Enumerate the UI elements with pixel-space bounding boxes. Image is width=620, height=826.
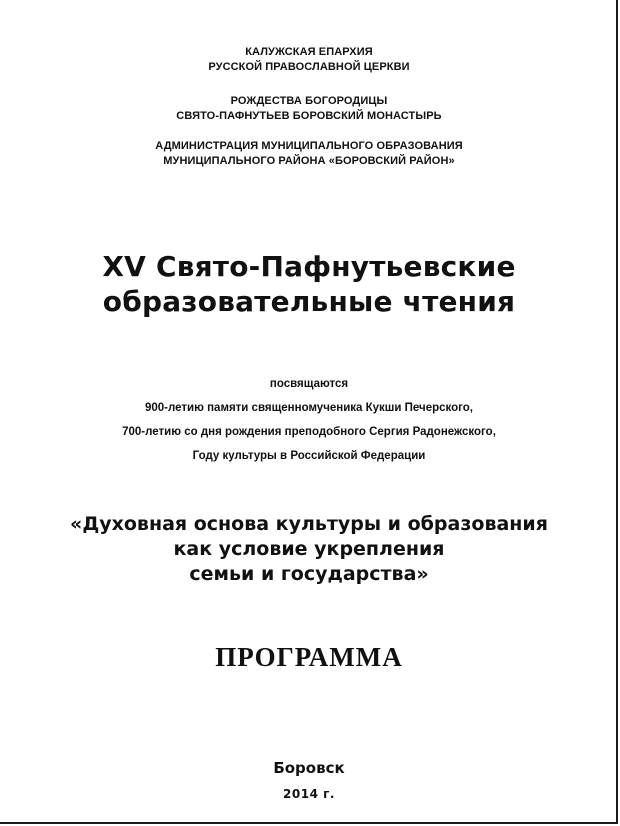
organizer-eparchy [0, 45, 618, 75]
dedication-line: Году культуры в Российской Федерации [192, 450, 426, 462]
dedication-line: 900-летию памяти священномученика Кукши Печерского, [144, 402, 474, 414]
program-heading [0, 640, 618, 674]
organizer-line: АДМИНИСТРАЦИЯ МУНИЦИПАЛЬНОГО ОБРАЗОВАНИЯ [155, 140, 463, 152]
organizer-line: СВЯТО-ПАФНУТЬЕВ БОРОВСКИЙ МОНАСТЫРЬ [176, 110, 442, 122]
place-name: Боровск [273, 759, 345, 777]
event-theme-line: семьи и государства» [189, 563, 429, 585]
imprint [0, 755, 618, 807]
event-title [0, 249, 618, 319]
dedication-line: 700-летию со дня рождения преподобного Сергия Радонежского, [122, 426, 496, 438]
program-label: ПРОГРАММА [215, 642, 403, 672]
event-title-line: XV Свято-Пафнутьевские [102, 250, 516, 283]
organizer-administration [0, 139, 618, 169]
dedication-line: посвящаются [269, 378, 349, 390]
event-theme [0, 512, 618, 587]
organizer-line: РОЖДЕСТВА БОГОРОДИЦЫ [230, 95, 388, 107]
event-title-line: образовательные чтения [102, 285, 516, 318]
organizer-line: РУССКОЙ ПРАВОСЛАВНОЙ ЦЕРКВИ [208, 61, 410, 73]
organizer-line: МУНИЦИПАЛЬНОГО РАЙОНА «БОРОВСКИЙ РАЙОН» [163, 155, 455, 167]
dedication [0, 372, 618, 468]
event-theme-line: «Духовная основа культуры и образования [70, 513, 548, 535]
year: 2014 г. [283, 787, 335, 801]
event-theme-line: как условие укрепления [173, 538, 445, 560]
organizer-monastery [0, 94, 618, 124]
organizer-line: КАЛУЖСКАЯ ЕПАРХИЯ [245, 46, 373, 58]
